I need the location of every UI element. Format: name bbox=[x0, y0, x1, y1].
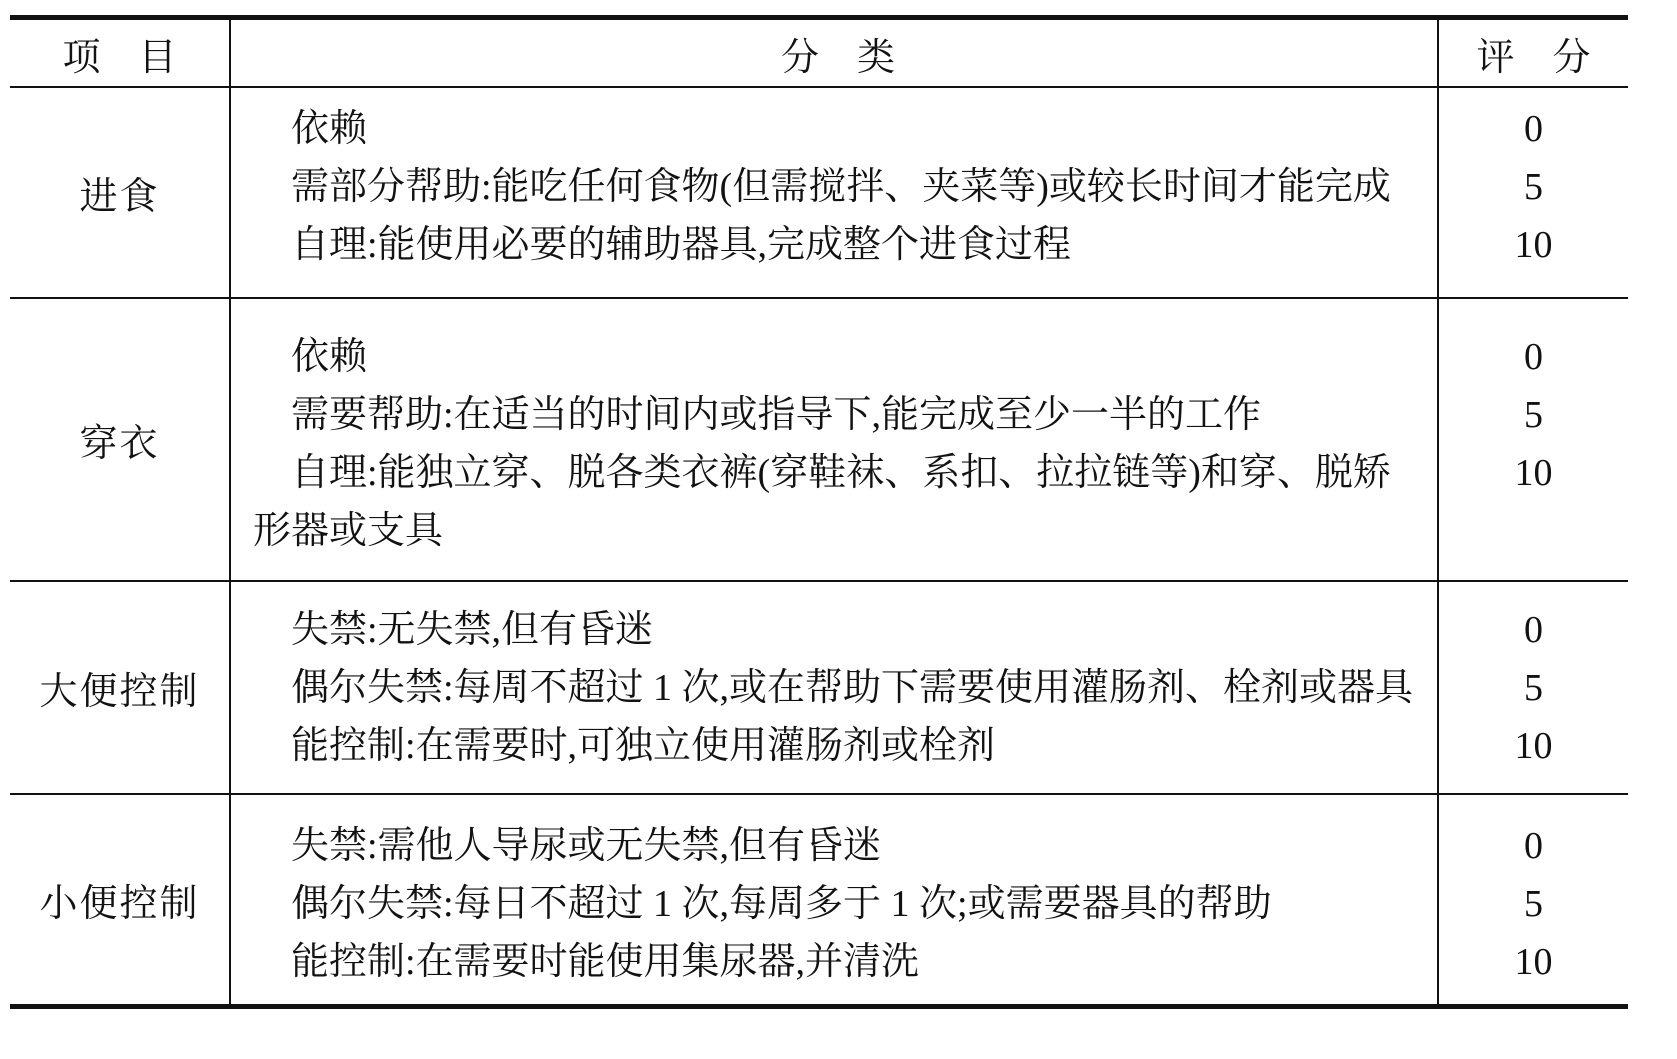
score-value: 10 bbox=[1514, 941, 1553, 983]
item-cell bbox=[10, 298, 230, 581]
classification-text: 失禁:需他人导尿或无失禁,但有昏迷 bbox=[291, 825, 882, 867]
score-cell bbox=[1438, 794, 1628, 1006]
classification-text: 偶尔失禁:每周不超过 1 次,或在帮助下需要使用灌肠剂、栓剂或器具 bbox=[291, 667, 1414, 709]
item-label: 大便控制 bbox=[39, 671, 200, 713]
header-score: 评 分 bbox=[1438, 18, 1628, 88]
classification-text: 偶尔失禁:每日不超过 1 次,每周多于 1 次;或需要器具的帮助 bbox=[291, 883, 1272, 925]
assessment-table bbox=[10, 15, 1628, 1009]
classification-text: 自理:能独立穿、脱各类衣裤(穿鞋袜、系扣、拉拉链等)和穿、脱矫形器或支具 bbox=[253, 452, 1391, 552]
classification-text: 能控制:在需要时,可独立使用灌肠剂或栓剂 bbox=[291, 725, 996, 767]
table-row-eating bbox=[10, 87, 1628, 298]
score-value: 0 bbox=[1524, 108, 1543, 150]
classification-text: 需部分帮助:能吃任何食物(但需搅拌、夹菜等)或较长时间才能完成 bbox=[291, 166, 1391, 208]
score-cell bbox=[1438, 581, 1628, 794]
classification-text: 自理:能使用必要的辅助器具,完成整个进食过程 bbox=[291, 224, 1072, 266]
score-value: 5 bbox=[1524, 667, 1543, 709]
score-value: 5 bbox=[1524, 394, 1543, 436]
score-value: 10 bbox=[1514, 725, 1553, 767]
score-value: 0 bbox=[1524, 825, 1543, 867]
classification-cell bbox=[230, 87, 1438, 298]
classification-cell bbox=[230, 298, 1438, 581]
classification-cell bbox=[230, 794, 1438, 1006]
item-label: 小便控制 bbox=[39, 882, 200, 925]
table-row-dressing bbox=[10, 298, 1628, 581]
header-row bbox=[10, 18, 1628, 88]
item-label: 穿衣 bbox=[79, 423, 160, 465]
table-row-bladder-control bbox=[10, 794, 1628, 1006]
score-value: 5 bbox=[1524, 883, 1543, 925]
score-value: 0 bbox=[1524, 609, 1543, 651]
score-cell bbox=[1438, 87, 1628, 298]
score-value: 0 bbox=[1524, 336, 1543, 378]
item-cell bbox=[10, 581, 230, 794]
classification-text: 能控制:在需要时能使用集尿器,并清洗 bbox=[291, 941, 920, 983]
score-cell bbox=[1438, 298, 1628, 581]
item-label: 进食 bbox=[79, 176, 160, 218]
score-value: 10 bbox=[1514, 452, 1553, 494]
classification-text: 需要帮助:在适当的时间内或指导下,能完成至少一半的工作 bbox=[291, 394, 1262, 436]
score-value: 5 bbox=[1524, 166, 1543, 208]
header-item: 项 目 bbox=[10, 18, 230, 88]
item-cell bbox=[10, 794, 230, 1006]
table-row-bowel-control bbox=[10, 581, 1628, 794]
classification-text: 失禁:无失禁,但有昏迷 bbox=[291, 609, 654, 651]
classification-cell bbox=[230, 581, 1438, 794]
header-classification: 分 类 bbox=[230, 18, 1438, 88]
score-value: 10 bbox=[1514, 224, 1553, 266]
classification-text: 依赖 bbox=[291, 108, 368, 150]
classification-text: 依赖 bbox=[291, 336, 368, 378]
item-cell bbox=[10, 87, 230, 298]
